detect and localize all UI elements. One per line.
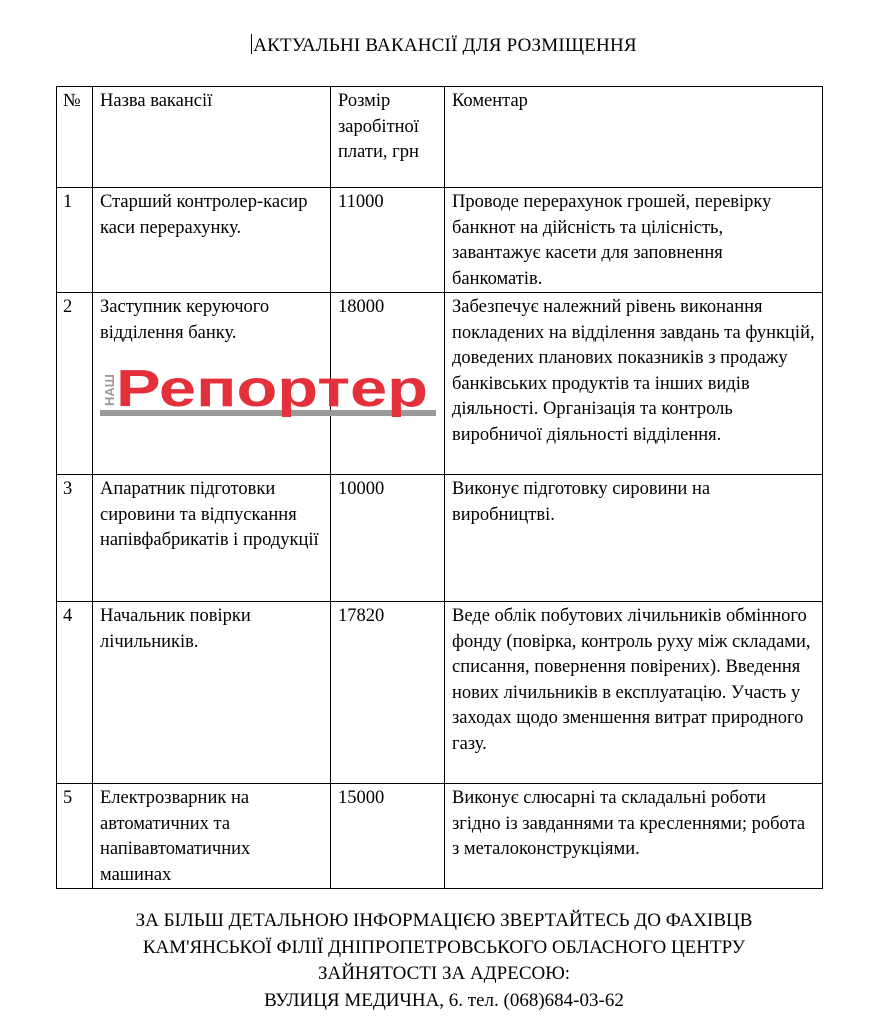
row-name: Апаратник підготовки сировини та відпускання напівфабрикатів і продукції <box>93 475 331 602</box>
row-name: Старший контролер-касир каси перерахунку. <box>93 188 331 293</box>
reporter-logo <box>100 356 436 420</box>
row-salary: 18000 <box>331 293 445 475</box>
table-row <box>57 188 823 293</box>
row-num: 3 <box>57 475 93 602</box>
vacancies-table <box>56 86 823 889</box>
footer-line-4: ВУЛИЦЯ МЕДИЧНА, 6. тел. (068)684-03-62 <box>264 989 624 1011</box>
row-salary: 10000 <box>331 475 445 602</box>
row-name: Начальник повірки лічильників. <box>93 602 331 784</box>
header-name: Назва вакансії <box>93 87 331 188</box>
row-comment: Веде облік побутових лічильників обмінного фонду (повірка, контроль руху між складами, списання, повернення повірених). Введення нових лічильників в експлуатацію. Участь у заходах щодо зменшення витрат природного газу. <box>445 602 823 784</box>
table-row <box>57 475 823 602</box>
row-comment: Проводе перерахунок грошей, перевірку банкнот на дійсність та цілісність, завантажує касети для заповнення банкоматів. <box>445 188 823 293</box>
row-num: 1 <box>57 188 93 293</box>
header-comment: Коментар <box>445 87 823 188</box>
table-row <box>57 293 823 475</box>
footer-line-3: ЗАЙНЯТОСТІ ЗА АДРЕСОЮ: <box>317 963 571 984</box>
row-name: Електрозварник на автоматичних та напівавтоматичних машинах <box>93 784 331 889</box>
row-name: Заступник керуючого відділення банку. <box>100 297 270 343</box>
footer-line-1: ЗА БІЛЬШ ДЕТАЛЬНОЮ ІНФОРМАЦІЄЮ ЗВЕРТАЙТЕСЬ ДО ФАХІВЦВ <box>135 910 753 931</box>
row-salary: 17820 <box>331 602 445 784</box>
row-salary: 15000 <box>331 784 445 889</box>
page-title <box>0 34 888 57</box>
footer-line-2: КАМ'ЯНСЬКОЇ ФІЛІЇ ДНІПРОПЕТРОВСЬКОГО ОБЛАСНОГО ЦЕНТРУ <box>142 936 746 958</box>
row-num: 4 <box>57 602 93 784</box>
table-row <box>57 602 823 784</box>
header-num: № <box>57 87 93 188</box>
contact-footer <box>0 908 888 1014</box>
row-comment: Забезпечує належний рівень виконання покладених на відділення завдань та функцій, доведених планових показників з продажу банківських продуктів та інших видів діяльності. Організація та контроль виробничої діяльності відділення. <box>445 293 823 475</box>
row-comment: Виконує підготовку сировини на виробництві. <box>445 475 823 602</box>
table-row <box>57 784 823 889</box>
table-header-row <box>57 87 823 188</box>
row-num: 2 <box>57 293 93 475</box>
logo-small-text: НАШ <box>102 374 117 406</box>
row-salary: 11000 <box>331 188 445 293</box>
reporter-logo-graphic <box>100 356 436 420</box>
header-salary: Розмір заробітної плати, грн <box>331 87 445 188</box>
logo-main-text: Репортер <box>116 360 428 418</box>
page-title-text: АКТУАЛЬНІ ВАКАНСІЇ ДЛЯ РОЗМІЩЕННЯ <box>253 35 637 56</box>
row-comment: Виконує слюсарні та складальні роботи згідно із завданнями та кресленнями; робота з металоконструкціями. <box>445 784 823 889</box>
row-num: 5 <box>57 784 93 889</box>
